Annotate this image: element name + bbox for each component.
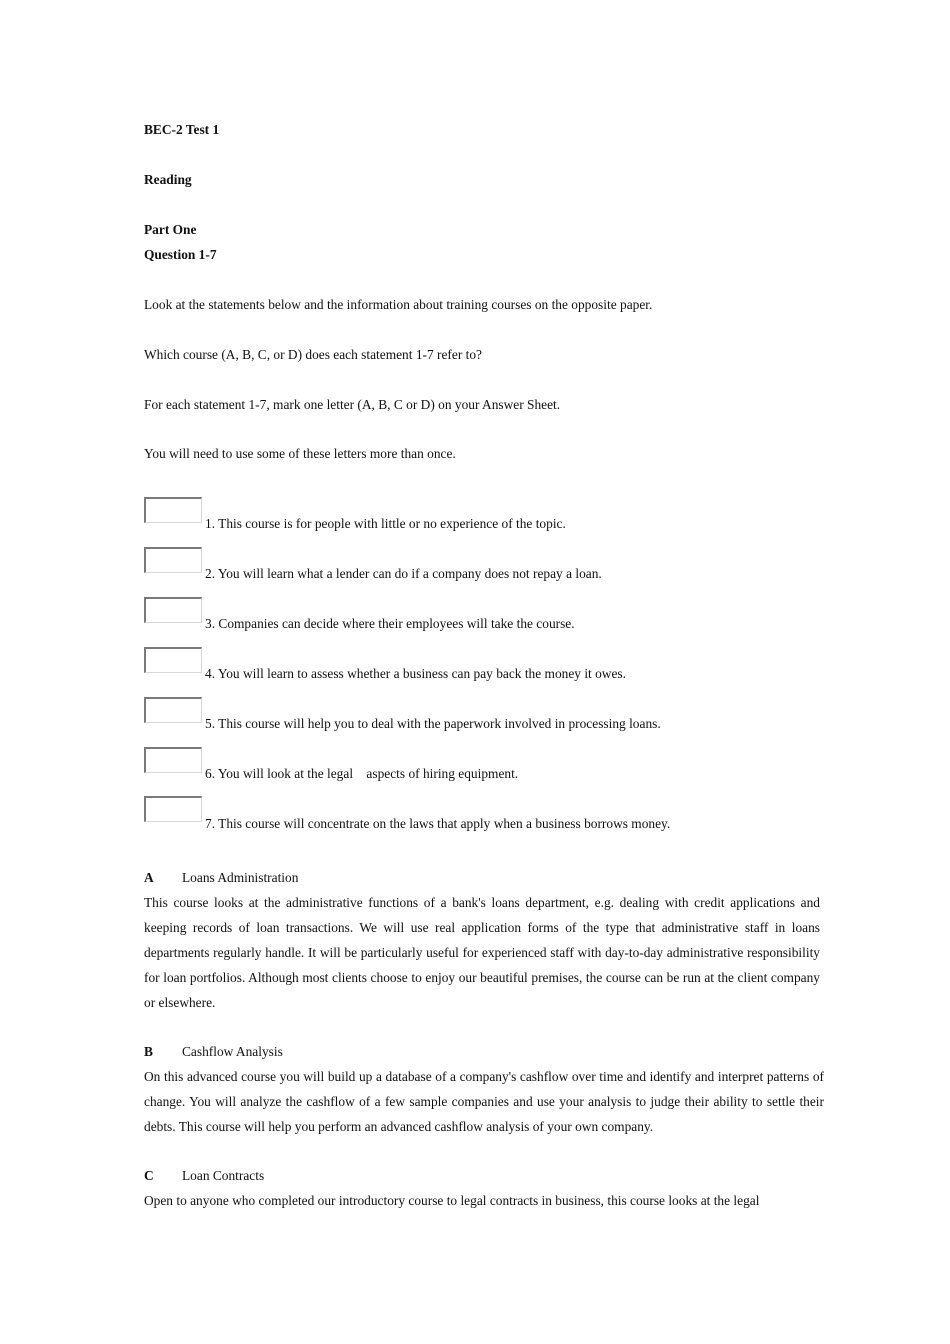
question-range: Question 1-7 bbox=[144, 247, 217, 262]
answer-box-4[interactable] bbox=[144, 647, 202, 673]
question-text: 7. This course will concentrate on the laws that apply when a business borrows money. bbox=[205, 816, 671, 831]
instruction-text: Look at the statements below and the information about training courses on the opposite paper. bbox=[144, 297, 653, 312]
question-text: 5. This course will help you to deal with the paperwork involved in processing loans. bbox=[205, 716, 661, 731]
answer-box-6[interactable] bbox=[144, 747, 202, 773]
course-a-description: This course looks at the administrative functions of a bank's loans department, e.g. dealing with credit applications and keeping records of loan transactions. We will use real application forms of the type that administrative staff in loans departments regularly handle. It will be particularly useful for experienced staff with day-to-day administrative responsibility for loan portfolios. Although most clients choose to enjoy our beautiful premises, the course can be run at the client company or elsewhere. bbox=[144, 895, 820, 1010]
question-text: 2. You will learn what a lender can do if a company does not repay a loan. bbox=[205, 566, 602, 581]
answer-box-7[interactable] bbox=[144, 796, 202, 822]
course-letter: A bbox=[144, 870, 154, 885]
question-text: 6. You will look at the legal aspects of hiring equipment. bbox=[205, 766, 519, 781]
course-b-heading bbox=[144, 1044, 283, 1060]
course-title: Loans Administration bbox=[182, 870, 299, 885]
instruction-text: For each statement 1-7, mark one letter (A, B, C or D) on your Answer Sheet. bbox=[144, 397, 561, 412]
question-text: 1. This course is for people with little or no experience of the topic. bbox=[205, 516, 566, 531]
test-title: BEC-2 Test 1 bbox=[144, 122, 220, 137]
answer-box-1[interactable] bbox=[144, 497, 202, 523]
part-heading: Part One bbox=[144, 222, 197, 237]
course-a-heading bbox=[144, 870, 298, 886]
question-text: 4. You will learn to assess whether a business can pay back the money it owes. bbox=[205, 666, 626, 681]
answer-box-5[interactable] bbox=[144, 697, 202, 723]
course-c-description: Open to anyone who completed our introductory course to legal contracts in business, this course looks at the legal bbox=[144, 1193, 760, 1208]
question-text: 3. Companies can decide where their employees will take the course. bbox=[205, 616, 575, 631]
instruction-text: You will need to use some of these letters more than once. bbox=[144, 446, 456, 461]
answer-box-3[interactable] bbox=[144, 597, 202, 623]
course-title: Loan Contracts bbox=[182, 1168, 265, 1183]
answer-box-2[interactable] bbox=[144, 547, 202, 573]
course-letter: B bbox=[144, 1044, 153, 1059]
course-letter: C bbox=[144, 1168, 154, 1183]
instruction-text: Which course (A, B, C, or D) does each statement 1-7 refer to? bbox=[144, 347, 482, 362]
course-b-description: On this advanced course you will build up a database of a company's cashflow over time and identify and interpret patterns of change. You will analyze the cashflow of a few sample companies and use your analysis to judge their ability to settle their debts. This course will help you perform an advanced cashflow analysis of your own company. bbox=[144, 1069, 824, 1134]
course-c-heading bbox=[144, 1168, 264, 1184]
course-title: Cashflow Analysis bbox=[182, 1044, 283, 1059]
section-heading: Reading bbox=[144, 172, 192, 187]
